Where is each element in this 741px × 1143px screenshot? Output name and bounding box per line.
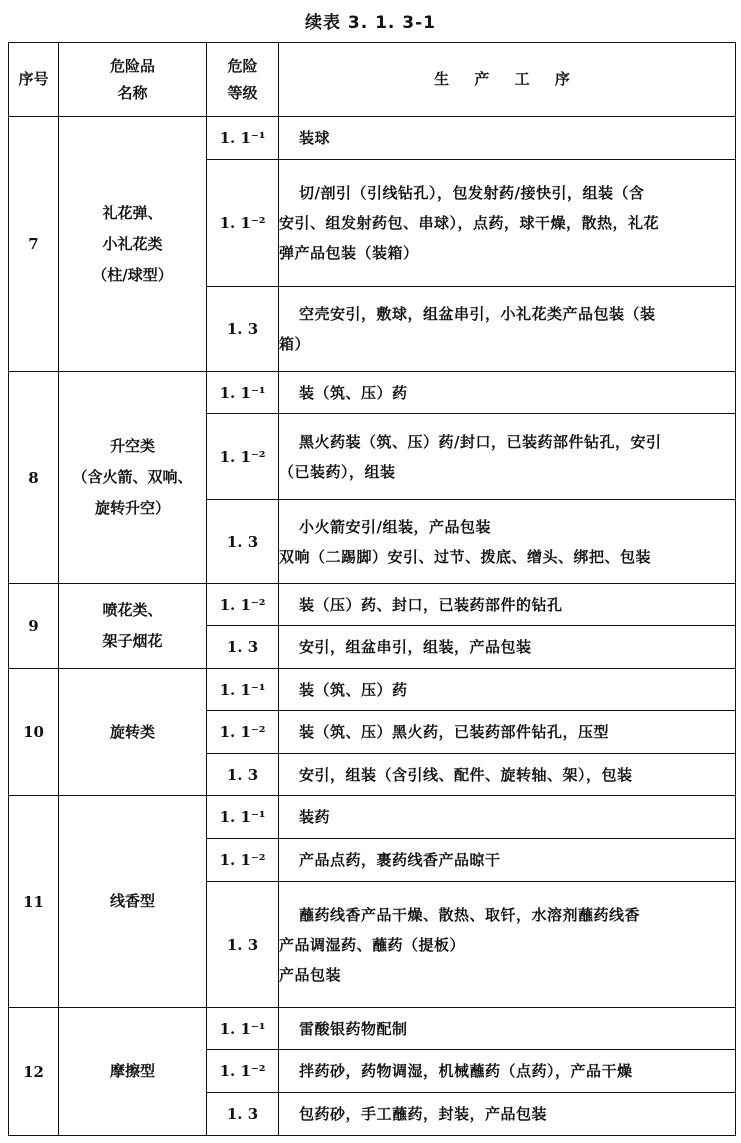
product-name-line: 旋转类: [109, 722, 155, 741]
header-product-name-line2: 名称: [117, 83, 148, 102]
process-line: 箱）: [279, 335, 311, 353]
process-cell: [279, 669, 736, 711]
product-name-cell: [59, 372, 207, 584]
hazard-process-table: [8, 42, 736, 1136]
process-line: 装（压）药、封口，已装药部件的钻孔: [299, 595, 563, 614]
table-row: [9, 669, 736, 711]
serial-number-cell: 8: [9, 372, 59, 584]
product-name-cell: [59, 1008, 207, 1136]
hazard-grade-cell: 1. 1⁻²: [207, 584, 279, 626]
hazard-grade-cell: 1. 3: [207, 500, 279, 584]
process-line: 小火箭安引/组装，产品包装: [299, 517, 491, 536]
process-cell: [279, 1008, 736, 1050]
process-cell: [279, 500, 736, 584]
serial-number-cell: 7: [9, 117, 59, 372]
hazard-grade-cell: 1. 1⁻¹: [207, 1008, 279, 1050]
serial-number-cell: 11: [9, 796, 59, 1008]
product-name-line: 礼花弹、: [102, 203, 163, 222]
product-name-cell: [59, 669, 207, 796]
hazard-grade-cell: 1. 1⁻²: [207, 1050, 279, 1093]
table-row: [9, 796, 736, 839]
product-name-line: 小礼花类: [102, 234, 163, 253]
header-product-name-line1: 危险品: [109, 56, 155, 75]
process-line: 黑火药装（筑、压）药/封口，已装药部件钻孔，安引: [299, 432, 662, 451]
process-line: 装（筑、压）黑火药，已装药部件钻孔，压型: [299, 723, 610, 741]
process-line: 双响（二踢脚）安引、过节、拨底、缯头、绑把、包装: [279, 547, 652, 566]
hazard-grade-cell: 1. 3: [207, 882, 279, 1008]
hazard-grade-cell: 1. 1⁻¹: [207, 372, 279, 414]
process-cell: [279, 117, 736, 160]
process-cell: [279, 796, 736, 839]
product-name-line: 线香型: [109, 892, 155, 910]
process-line: 空壳安引，敷球，组盆串引，小礼花类产品包装（装: [299, 305, 656, 323]
header-hazard-grade-line1: 危险: [227, 56, 258, 75]
process-cell: [279, 160, 736, 287]
header-product-name: [59, 43, 207, 117]
serial-number-cell: 12: [9, 1008, 59, 1136]
process-cell: [279, 882, 736, 1008]
product-name-line: （含火箭、双响、: [72, 468, 193, 486]
product-name-cell: [59, 796, 207, 1008]
serial-number-cell: 9: [9, 584, 59, 669]
hazard-grade-cell: 1. 1⁻²: [207, 839, 279, 882]
product-name-cell: [59, 584, 207, 669]
process-line: 弹产品包装（装箱）: [279, 244, 419, 262]
table-row: [9, 372, 736, 414]
process-line: 切/剖引（引线钻孔），包发射药/接快引，组装（含: [299, 184, 645, 202]
process-line: 安引，组装（含引线、配件、旋转轴、架），包装: [299, 765, 633, 784]
process-line: 雷酸银药物配制: [299, 1019, 408, 1038]
header-production-process: 生 产 工 序: [279, 43, 736, 117]
hazard-grade-cell: 1. 1⁻²: [207, 711, 279, 754]
table-body: [9, 117, 736, 1136]
hazard-grade-cell: 1. 3: [207, 287, 279, 372]
process-line: 蘸药线香产品干燥、散热、取钎，水溶剂蘸药线香: [299, 905, 641, 924]
hazard-grade-cell: 1. 1⁻²: [207, 160, 279, 287]
header-hazard-grade-line2: 等级: [227, 83, 258, 102]
process-line: 产品点药，裹药线香产品晾干: [299, 851, 501, 869]
hazard-grade-cell: 1. 3: [207, 754, 279, 796]
process-line: 安引、组发射药包、串球），点药，球干燥，散热，礼花: [279, 214, 660, 232]
header-hazard-grade: [207, 43, 279, 117]
product-name-line: （柱/球型）: [92, 265, 173, 284]
process-cell: [279, 626, 736, 669]
table-row: [9, 117, 736, 160]
serial-number-cell: 10: [9, 669, 59, 796]
hazard-grade-cell: 1. 1⁻¹: [207, 669, 279, 711]
process-cell: [279, 287, 736, 372]
table-row: [9, 1008, 736, 1050]
process-cell: [279, 839, 736, 882]
process-cell: [279, 711, 736, 754]
process-cell: [279, 372, 736, 414]
table-title: 续表 3. 1. 3-1: [304, 13, 437, 33]
product-name-line: 摩擦型: [109, 1062, 155, 1080]
process-line: 安引，组盆串引，组装，产品包装: [299, 638, 532, 656]
product-name-line: 喷花类、: [102, 601, 163, 619]
process-line: 包药砂，手工蘸药，封装，产品包装: [299, 1105, 548, 1123]
process-line: 装（筑、压）药: [299, 383, 408, 402]
product-name-line: 旋转升空）: [94, 499, 170, 517]
process-line: （已装药），组装: [279, 462, 396, 481]
table-row: [9, 584, 736, 626]
process-line: 产品调湿药、蘸药（提板）: [279, 935, 466, 954]
process-line: 装（筑、压）药: [299, 680, 408, 699]
process-line: 拌药砂，药物调湿，机械蘸药（点药），产品干燥: [299, 1062, 633, 1080]
hazard-grade-cell: 1. 3: [207, 626, 279, 669]
table-header: [9, 43, 736, 117]
hazard-grade-cell: 1. 1⁻²: [207, 414, 279, 500]
process-cell: [279, 414, 736, 500]
process-line: 产品包装: [279, 965, 342, 984]
hazard-grade-cell: 1. 1⁻¹: [207, 796, 279, 839]
product-name-cell: [59, 117, 207, 372]
header-serial-number: 序号: [9, 43, 59, 117]
header-row: [9, 43, 736, 117]
process-cell: [279, 584, 736, 626]
hazard-grade-cell: 1. 3: [207, 1093, 279, 1136]
process-cell: [279, 1050, 736, 1093]
process-cell: [279, 1093, 736, 1136]
process-line: 装药: [299, 808, 331, 826]
process-line: 装球: [299, 129, 331, 147]
product-name-line: 升空类: [109, 437, 155, 455]
hazard-grade-cell: 1. 1⁻¹: [207, 117, 279, 160]
product-name-line: 架子烟花: [102, 632, 163, 650]
process-cell: [279, 754, 736, 796]
